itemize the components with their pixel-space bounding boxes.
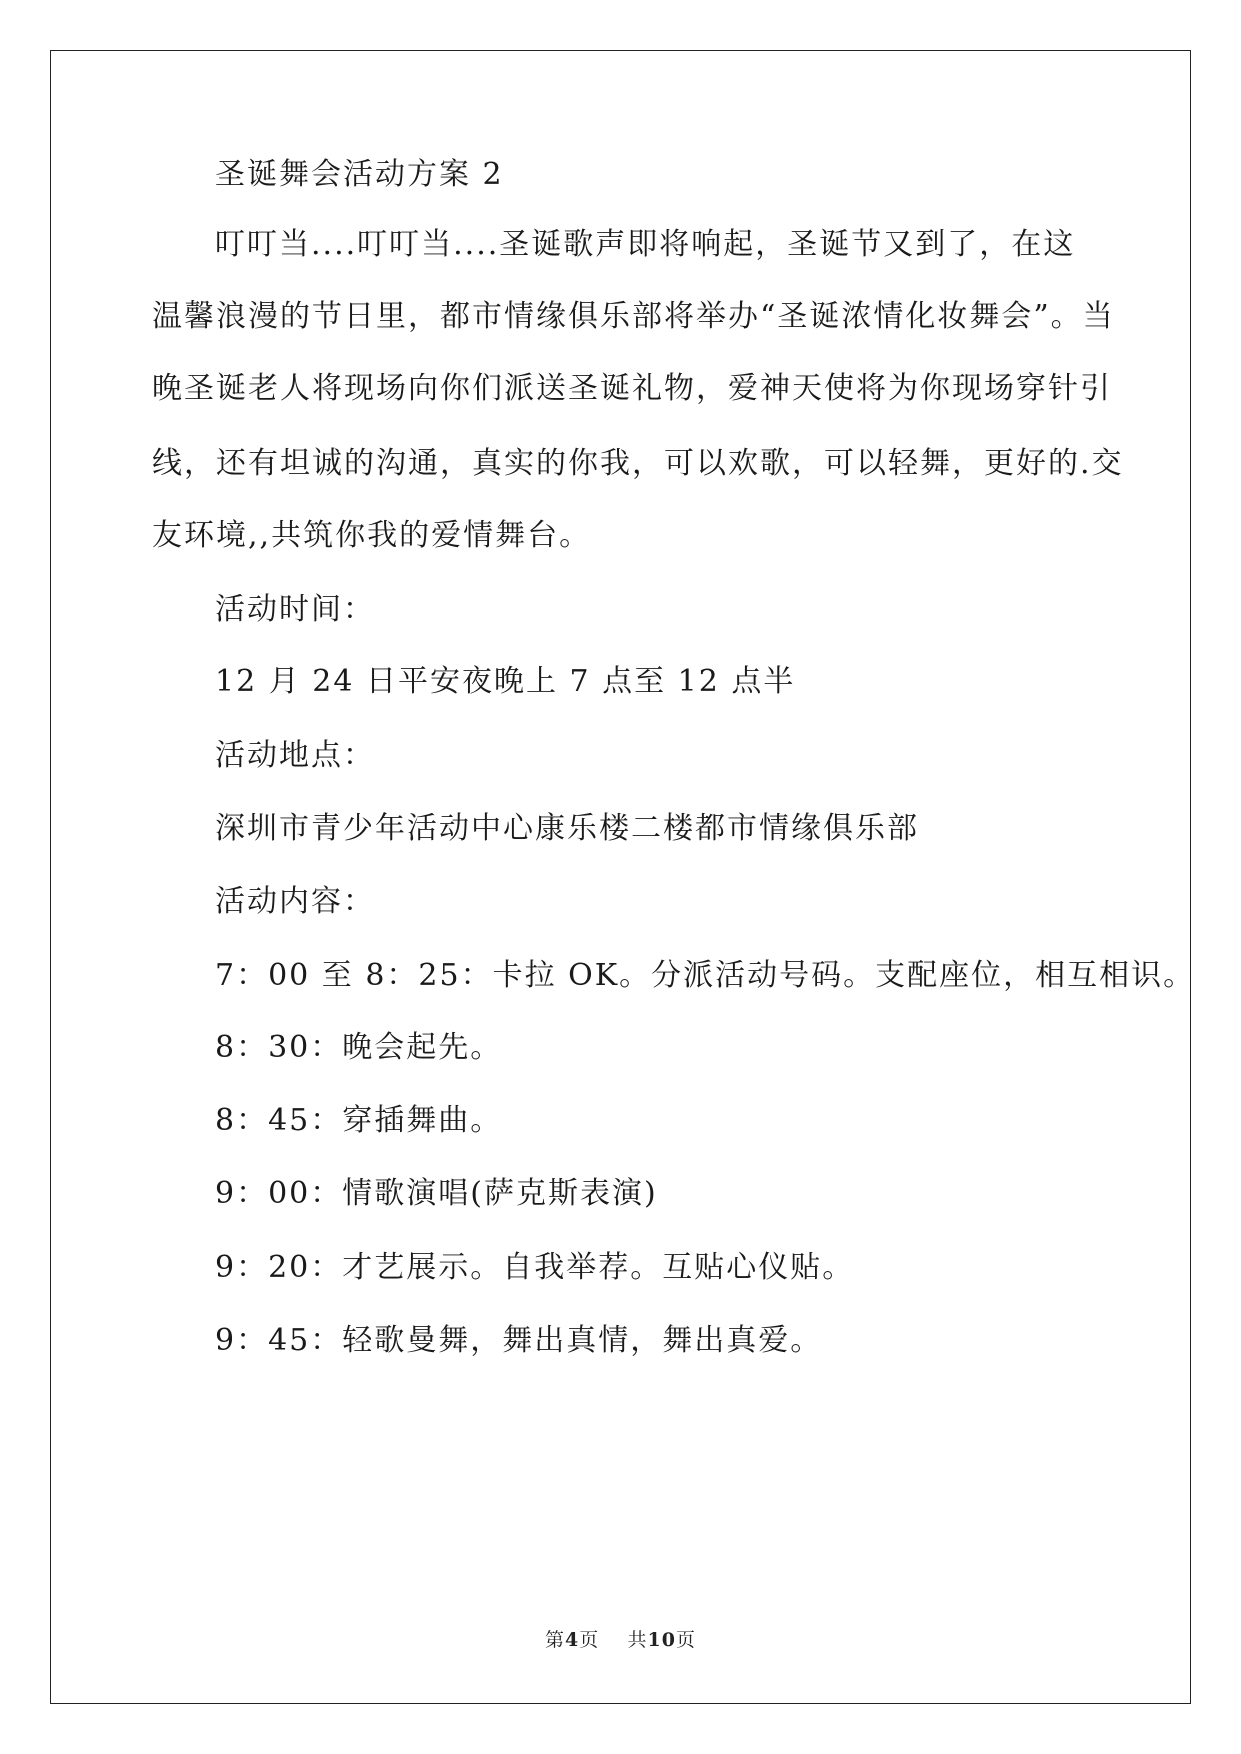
schedule-item: 8：45：穿插舞曲。 xyxy=(215,1103,503,1138)
footer-total-prefix: 共 xyxy=(627,1629,648,1651)
intro-line-2: 温馨浪漫的节日里，都市情缘俱乐部将举办“圣诞浓情化妆舞会”。当 xyxy=(152,299,1115,334)
time-label: 活动时间： xyxy=(215,592,375,627)
schedule-item: 7：00 至 8：25：卡拉 OK。分派活动号码。支配座位，相互相识。 xyxy=(215,958,1196,993)
footer-prefix: 第 xyxy=(545,1629,566,1651)
intro-line-5: 友环境,,共筑你我的爱情舞台。 xyxy=(152,518,592,553)
schedule-item: 9：45：轻歌曼舞，舞出真情，舞出真爱。 xyxy=(215,1323,823,1358)
time-value: 12 月 24 日平安夜晚上 7 点至 12 点半 xyxy=(215,664,796,699)
content-label: 活动内容： xyxy=(215,884,375,919)
footer-total-suffix: 页 xyxy=(675,1629,696,1651)
document-title: 圣诞舞会活动方案 2 xyxy=(215,157,504,192)
schedule-item: 9：00：情歌演唱(萨克斯表演) xyxy=(215,1176,658,1211)
footer-page-suffix: 页 xyxy=(579,1629,600,1651)
footer-current-page: 4 xyxy=(565,1629,580,1651)
place-label: 活动地点： xyxy=(215,738,375,773)
schedule-item: 8：30：晚会起先。 xyxy=(215,1030,503,1065)
intro-line-3: 晚圣诞老人将现场向你们派送圣诞礼物，爱神天使将为你现场穿针引 xyxy=(152,371,1112,406)
schedule-item: 9：20：才艺展示。自我举荐。互贴心仪贴。 xyxy=(215,1250,855,1285)
place-value: 深圳市青少年活动中心康乐楼二楼都市情缘俱乐部 xyxy=(215,811,919,846)
intro-line-4: 线，还有坦诚的沟通，真实的你我，可以欢歌，可以轻舞，更好的.交 xyxy=(152,446,1124,481)
page-footer xyxy=(0,1625,1241,1652)
intro-line-1: 叮叮当....叮叮当....圣诞歌声即将响起，圣诞节又到了，在这 xyxy=(215,227,1076,262)
footer-total-pages: 10 xyxy=(647,1629,676,1651)
